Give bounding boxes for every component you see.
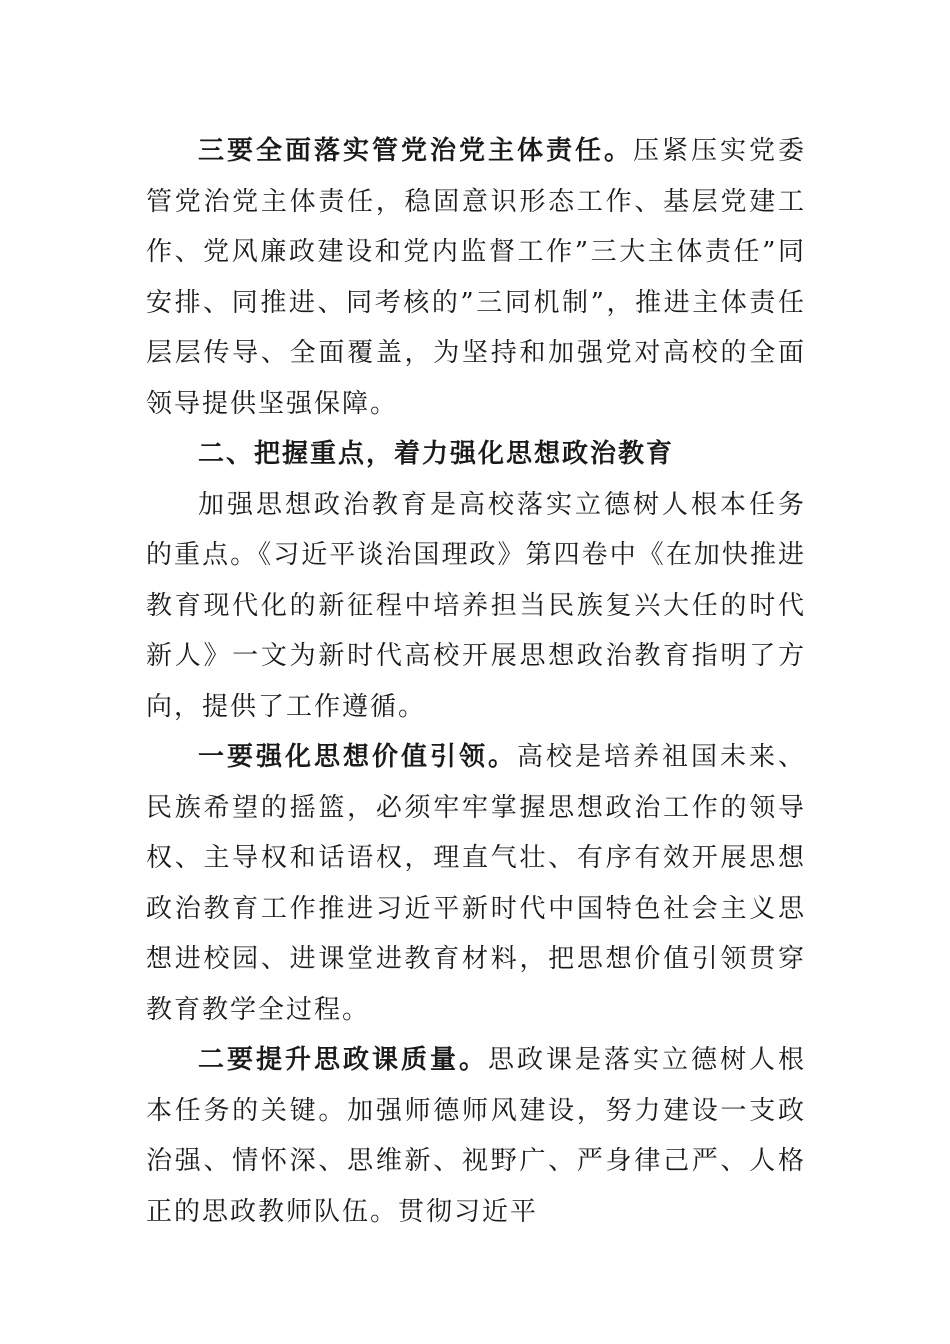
point-lead: 一要强化思想价值引领。 [198, 742, 517, 772]
paragraph-point-2 [146, 1035, 806, 1237]
point-text: 思政课是落实立德树人根本任务的关键。加强师德师风建设，努力建设一支政治强、情怀深、思维新、视野广、严身律己严、人格正的思政教师队伍。贯彻习近平 [146, 1045, 806, 1227]
point-lead: 三要全面落实管党治党主体责任。 [198, 136, 633, 166]
paragraph-body: 加强思想政治教育是高校落实立德树人根本任务的重点。《习近平谈治国理政》第四卷中《在加快推进教育现代化的新征程中培养担当民族复兴大任的时代新人》一文为新时代高校开展思想政治教育指明了方向，提供了工作遵循。 [146, 489, 806, 722]
paragraph-point-1 [146, 732, 806, 1035]
point-text: 高校是培养祖国未来、民族希望的摇篮，必须牢牢掌握思想政治工作的领导权、主导权和话语权，理直气壮、有序有效开展思想政治教育工作推进习近平新时代中国特色社会主义思想进校园、进课堂进教育材料，把思想价值引领贯穿教育教学全过程。 [146, 742, 806, 1025]
document-body [146, 126, 806, 1237]
point-lead: 二要提升思政课质量。 [198, 1045, 488, 1075]
point-text: 压紧压实党委管党治党主体责任，稳固意识形态工作、基层党建工作、党风廉政建设和党内监督工作”三大主体责任”同安排、同推进、同考核的”三同机制”，推进主体责任层层传导、全面覆盖，为坚持和加强党对高校的全面领导提供坚强保障。 [146, 136, 806, 419]
section-heading-2: 二、把握重点，着力强化思想政治教育 [198, 439, 675, 469]
paragraph-point-3 [146, 126, 806, 429]
